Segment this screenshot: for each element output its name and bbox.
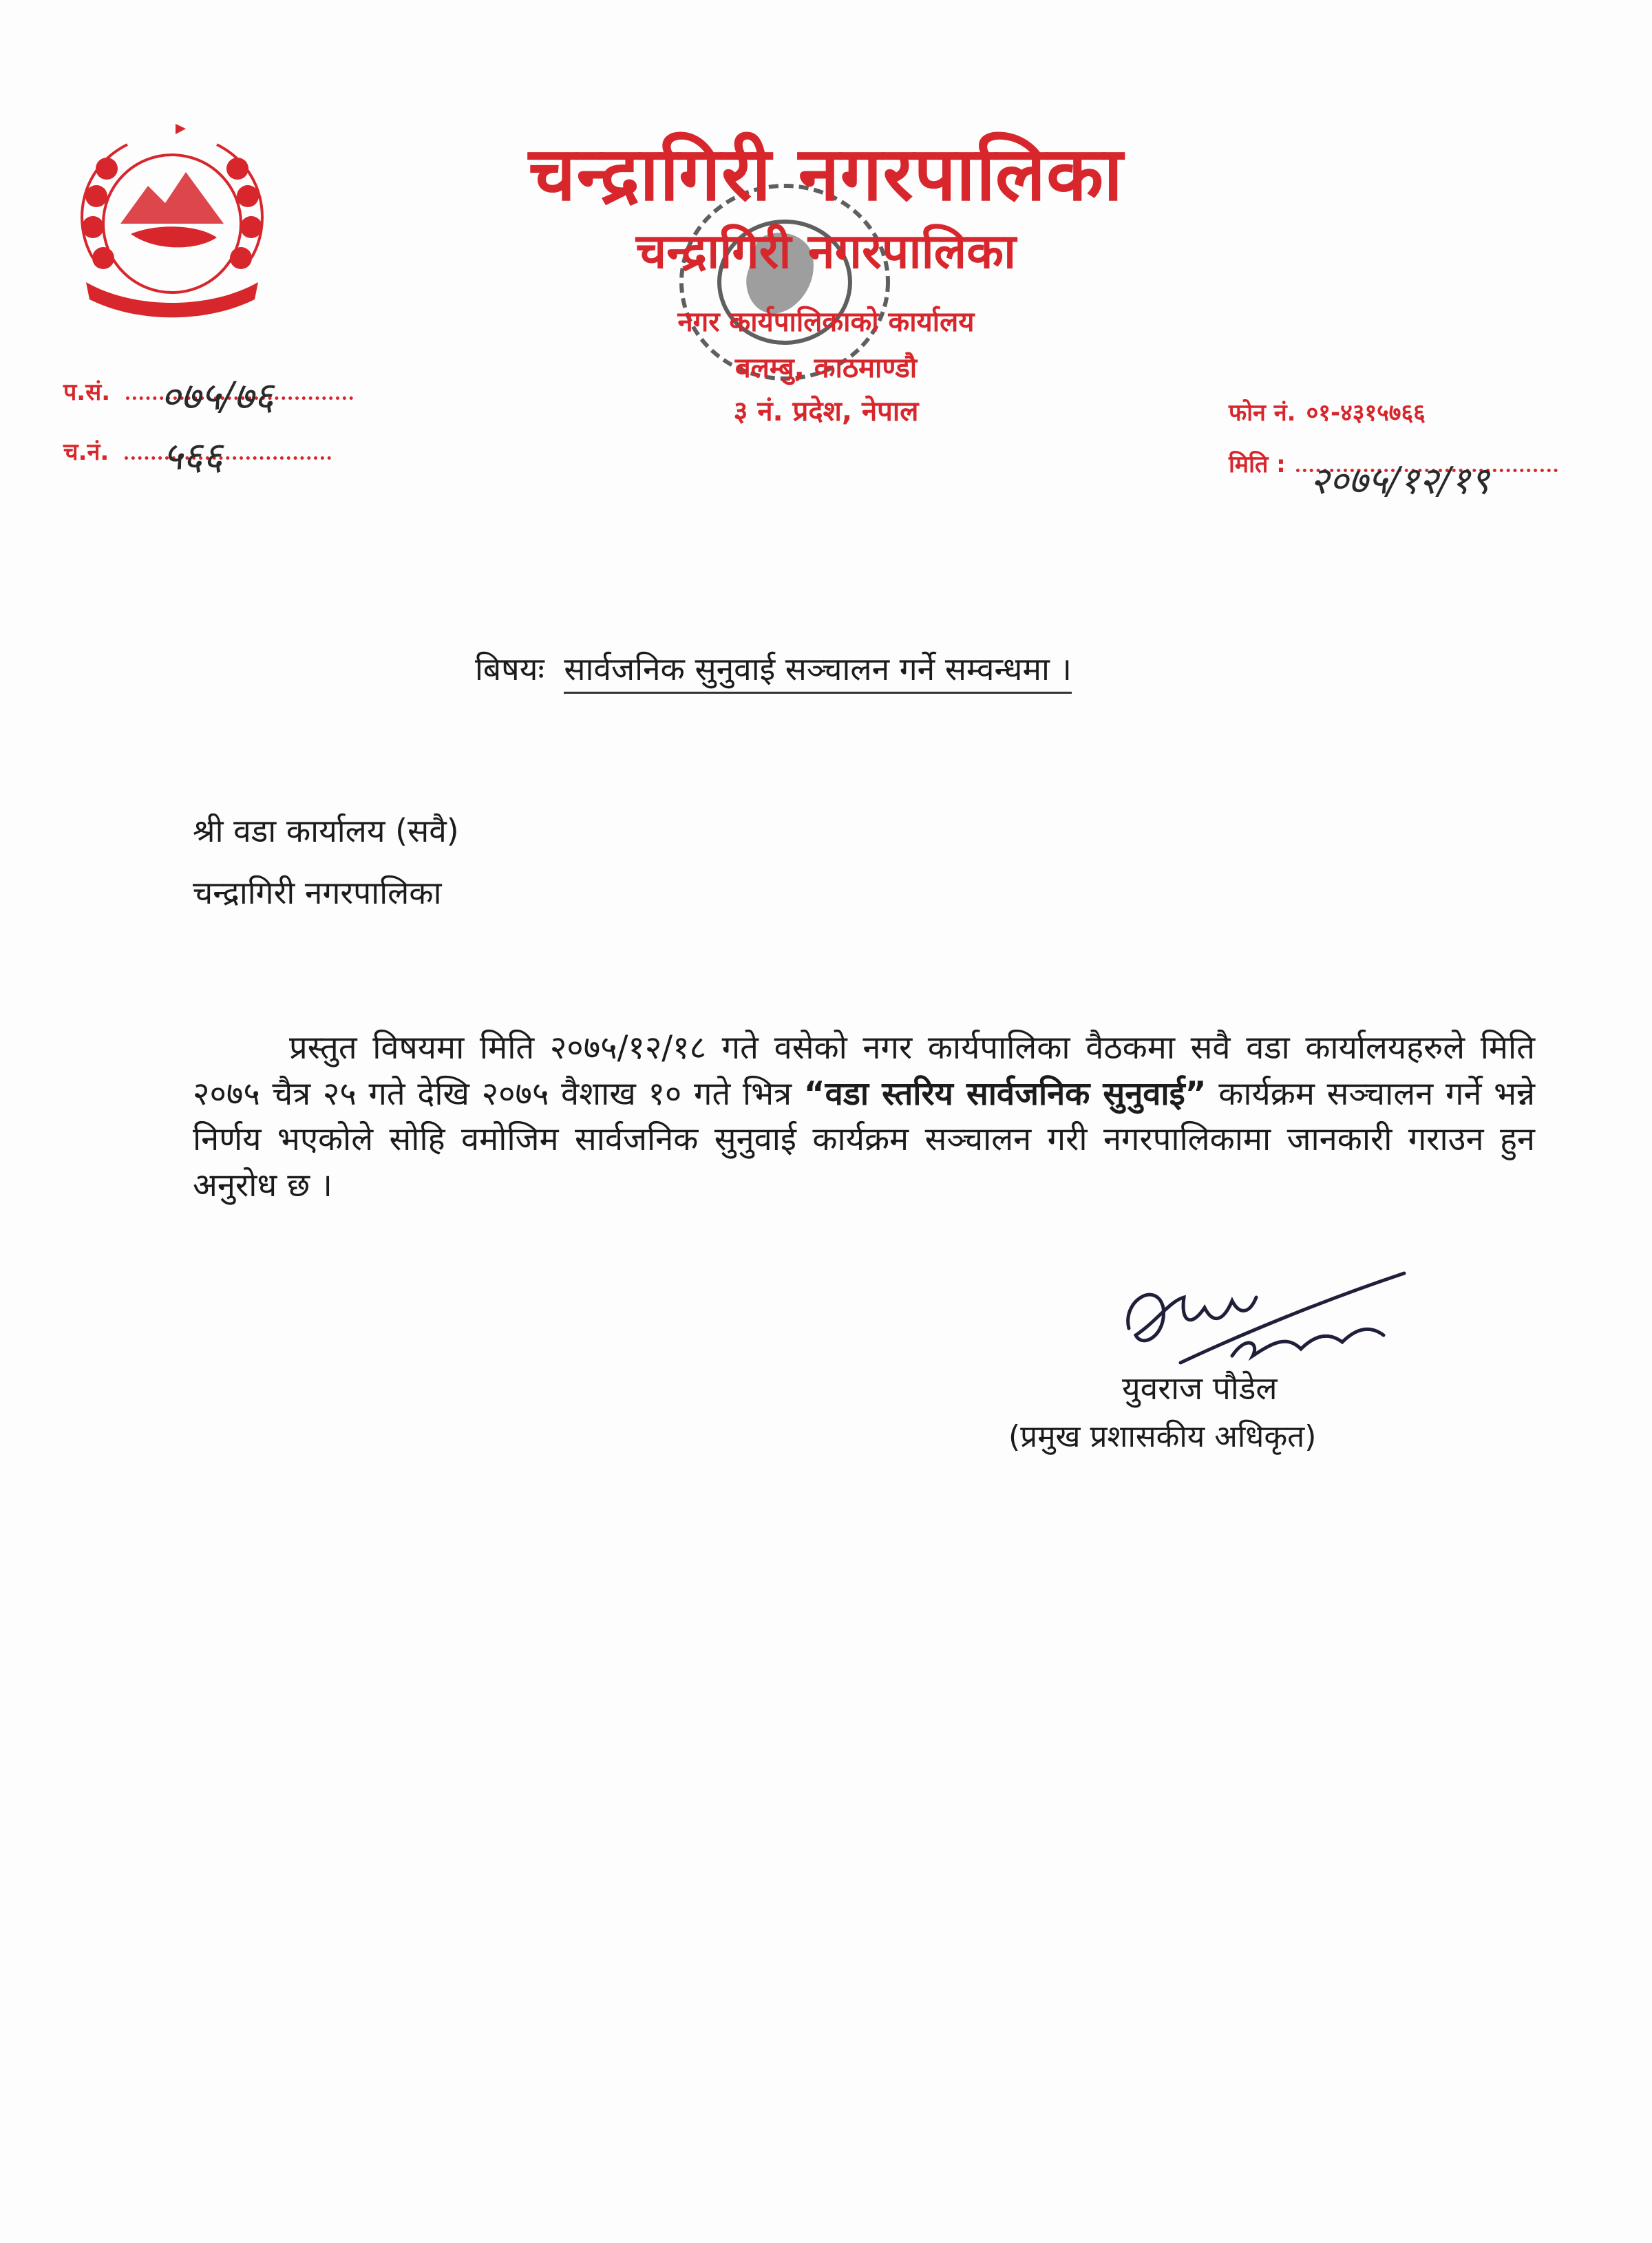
reference-number-row <box>63 374 353 419</box>
cn-label: च.नं. <box>63 438 109 466</box>
body-text-bold: “वडा स्तरिय सार्वजनिक सुनुवाई” <box>803 1074 1207 1113</box>
date-row <box>1229 447 1558 502</box>
org-name: चन्द्रागिरी नगरपालिका <box>528 131 1124 217</box>
phone-row <box>1229 396 1426 427</box>
cn-value: ५६६ <box>162 434 223 479</box>
office-address: बलम्बु, काठमाण्डौ <box>734 352 918 384</box>
ps-label: प.सं. <box>63 379 111 406</box>
dispatch-number-row <box>63 434 331 479</box>
phone-value: ०१-४३१५७६६ <box>1306 399 1426 427</box>
letter-body <box>193 1025 1535 1209</box>
subject-text: सार्वजनिक सुनुवाई सञ्चालन गर्ने सम्वन्धमा । <box>564 650 1072 694</box>
ps-value: ०७५/७६ <box>160 374 274 419</box>
date-value: २०७५/१२/१९ <box>1309 459 1490 502</box>
date-label: मिति : <box>1229 451 1286 478</box>
body-text-2: कार्यक्रम सञ्चालन गर्ने भन्ने निर्णय भएकोले सोहि वमोजिम सार्वजनिक सुनुवाई कार्यक्रम सञ्चालन गरी नगरपालिकामा जानकारी गराउन हुन अनुरोध छ । <box>193 1074 1535 1205</box>
ps-field <box>126 374 353 419</box>
body-text-1: प्रस्तुत विषयमा मिति २०७५/१२/१८ गते वसेको नगर कार्यपालिका वैठकमा सवै वडा कार्यालयहरुले मिति २०७५ चैत्र २५ गते देखि २०७५ वैशाख १० गते भित्र <box>193 1029 1535 1113</box>
recipient-line-1: श्री वडा कार्यालय (सवै) <box>193 812 459 849</box>
subject-line <box>475 647 1072 690</box>
signer-title: (प्रमुख प्रशासकीय अधिकृत) <box>1008 1419 1317 1454</box>
office-region: ३ नं. प्रदेश, नेपाल <box>733 396 919 427</box>
org-name-stylized: चन्द्रागिरी नगरपालिका <box>635 223 1017 279</box>
signer-name: युवराज पौडेल <box>1122 1370 1278 1407</box>
handwritten-signature-icon <box>1115 1259 1425 1376</box>
office-name: नगर कार्यपालिकाको कार्यालय <box>677 306 975 338</box>
cn-field <box>125 434 331 479</box>
date-field <box>1296 459 1558 502</box>
subject-label: बिषयः <box>475 650 544 688</box>
phone-label: फोन नं. <box>1229 399 1296 427</box>
recipient-line-2: चन्द्रागिरी नगरपालिका <box>193 874 442 911</box>
